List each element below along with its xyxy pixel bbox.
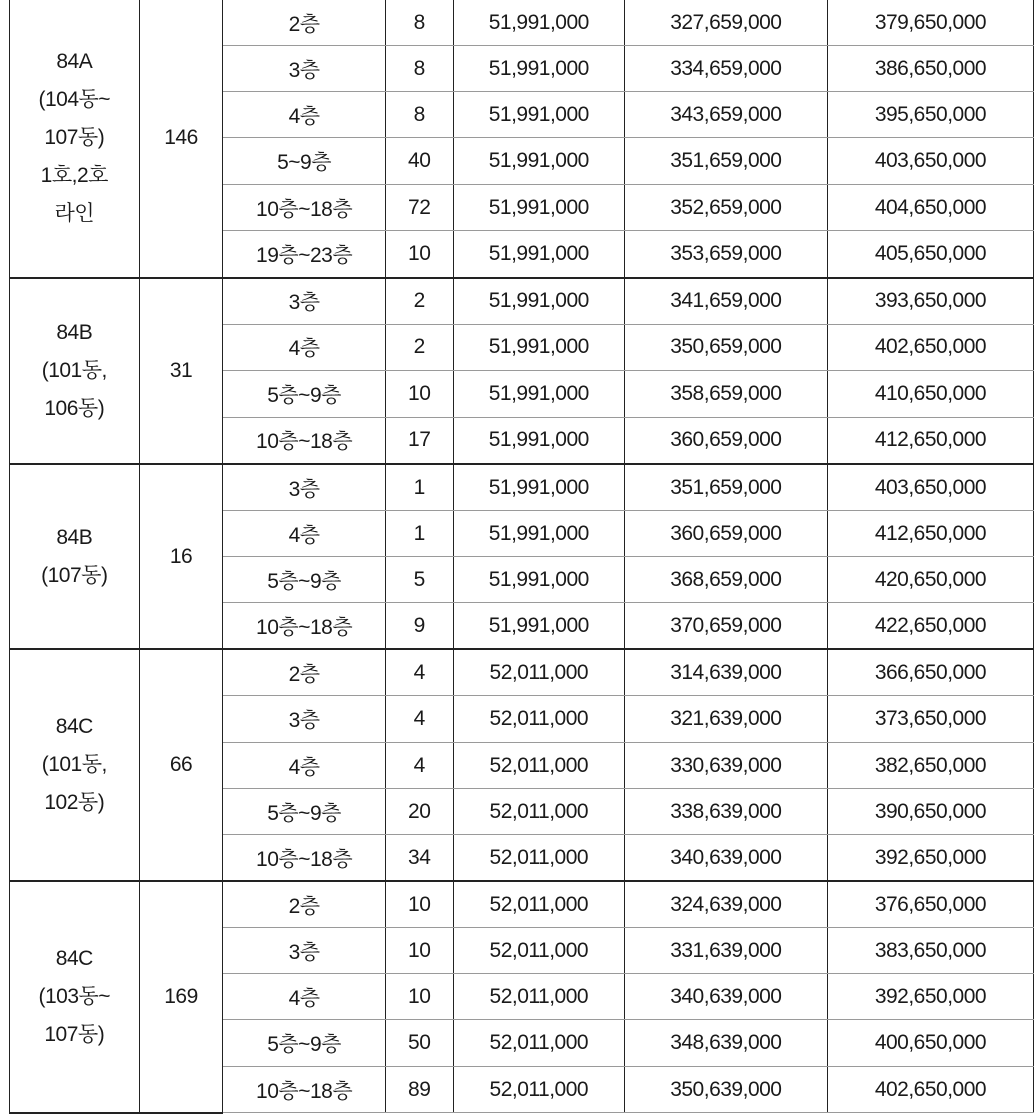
units-cell: 4 xyxy=(385,649,453,696)
total-price-cell: 379,650,000 xyxy=(827,0,1033,46)
units-cell: 2 xyxy=(385,278,453,325)
building-price-cell: 338,639,000 xyxy=(624,789,827,835)
unit-type-line: 84B xyxy=(56,320,93,344)
price-table-body xyxy=(10,0,1034,1113)
units-cell: 1 xyxy=(385,511,453,557)
land-price-cell: 51,991,000 xyxy=(453,417,624,464)
building-price-cell: 360,659,000 xyxy=(624,417,827,464)
floor-cell: 3층 xyxy=(223,928,385,974)
land-price-cell: 51,991,000 xyxy=(453,511,624,557)
units-cell: 8 xyxy=(385,46,453,92)
unit-type-line: (107동) xyxy=(41,563,108,587)
land-price-cell: 51,991,000 xyxy=(453,138,624,185)
building-price-cell: 327,659,000 xyxy=(624,0,827,46)
unit-type-cell xyxy=(10,649,140,881)
building-price-cell: 314,639,000 xyxy=(624,649,827,696)
building-price-cell: 358,659,000 xyxy=(624,370,827,417)
units-cell: 8 xyxy=(385,92,453,138)
unit-type-line: (101동, xyxy=(41,358,107,382)
units-cell: 10 xyxy=(385,370,453,417)
total-units-cell: 169 xyxy=(139,881,223,1113)
land-price-cell: 51,991,000 xyxy=(453,370,624,417)
building-price-cell: 343,659,000 xyxy=(624,92,827,138)
total-units-cell: 16 xyxy=(139,464,223,649)
floor-cell: 10층~18층 xyxy=(223,603,385,650)
unit-type-line: 84B xyxy=(56,525,93,549)
land-price-cell: 52,011,000 xyxy=(453,789,624,835)
total-price-cell: 402,650,000 xyxy=(827,1067,1033,1113)
total-units-cell: 146 xyxy=(139,0,223,278)
building-price-cell: 330,639,000 xyxy=(624,743,827,789)
floor-cell: 2층 xyxy=(223,0,385,46)
table-row xyxy=(10,278,1034,325)
total-price-cell: 410,650,000 xyxy=(827,370,1033,417)
unit-type-line: 107동) xyxy=(44,1022,105,1046)
building-price-cell: 350,639,000 xyxy=(624,1067,827,1113)
total-price-cell: 420,650,000 xyxy=(827,557,1033,603)
total-price-cell: 403,650,000 xyxy=(827,464,1033,511)
land-price-cell: 52,011,000 xyxy=(453,974,624,1020)
table-row xyxy=(10,464,1034,511)
unit-type-cell xyxy=(10,278,140,465)
unit-type-line: 106동) xyxy=(44,396,105,420)
units-cell: 4 xyxy=(385,743,453,789)
units-cell: 1 xyxy=(385,464,453,511)
building-price-cell: 352,659,000 xyxy=(624,185,827,231)
units-cell: 20 xyxy=(385,789,453,835)
total-price-cell: 366,650,000 xyxy=(827,649,1033,696)
total-units-cell: 31 xyxy=(139,278,223,465)
land-price-cell: 52,011,000 xyxy=(453,1020,624,1067)
land-price-cell: 51,991,000 xyxy=(453,603,624,650)
floor-cell: 19층~23층 xyxy=(223,231,385,278)
land-price-cell: 51,991,000 xyxy=(453,92,624,138)
total-price-cell: 395,650,000 xyxy=(827,92,1033,138)
building-price-cell: 351,659,000 xyxy=(624,464,827,511)
unit-type-line: (103동~ xyxy=(38,984,111,1008)
land-price-cell: 51,991,000 xyxy=(453,278,624,325)
unit-type-line: (104동~ xyxy=(38,88,111,112)
unit-type-line: 1호,2호 xyxy=(40,164,108,188)
units-cell: 10 xyxy=(385,231,453,278)
table-row xyxy=(10,0,1034,46)
land-price-cell: 52,011,000 xyxy=(453,928,624,974)
total-price-cell: 390,650,000 xyxy=(827,789,1033,835)
building-price-cell: 341,659,000 xyxy=(624,278,827,325)
unit-type-line: 라인 xyxy=(54,202,95,226)
units-cell: 17 xyxy=(385,417,453,464)
total-price-cell: 386,650,000 xyxy=(827,46,1033,92)
floor-cell: 5층~9층 xyxy=(223,557,385,603)
total-price-cell: 412,650,000 xyxy=(827,511,1033,557)
floor-cell: 10층~18층 xyxy=(223,835,385,882)
building-price-cell: 334,659,000 xyxy=(624,46,827,92)
total-price-cell: 393,650,000 xyxy=(827,278,1033,325)
units-cell: 10 xyxy=(385,881,453,928)
total-price-cell: 400,650,000 xyxy=(827,1020,1033,1067)
building-price-cell: 348,639,000 xyxy=(624,1020,827,1067)
total-price-cell: 402,650,000 xyxy=(827,324,1033,370)
floor-cell: 10층~18층 xyxy=(223,1067,385,1113)
land-price-cell: 52,011,000 xyxy=(453,696,624,743)
units-cell: 10 xyxy=(385,974,453,1020)
building-price-cell: 340,639,000 xyxy=(624,974,827,1020)
units-cell: 4 xyxy=(385,696,453,743)
total-price-cell: 382,650,000 xyxy=(827,743,1033,789)
total-price-cell: 412,650,000 xyxy=(827,417,1033,464)
total-price-cell: 403,650,000 xyxy=(827,138,1033,185)
land-price-cell: 52,011,000 xyxy=(453,743,624,789)
unit-type-line: 107동) xyxy=(44,126,105,150)
floor-cell: 4층 xyxy=(223,511,385,557)
land-price-cell: 52,011,000 xyxy=(453,835,624,882)
floor-cell: 5~9층 xyxy=(223,138,385,185)
floor-cell: 4층 xyxy=(223,92,385,138)
total-price-cell: 383,650,000 xyxy=(827,928,1033,974)
land-price-cell: 51,991,000 xyxy=(453,464,624,511)
land-price-cell: 51,991,000 xyxy=(453,557,624,603)
units-cell: 10 xyxy=(385,928,453,974)
building-price-cell: 368,659,000 xyxy=(624,557,827,603)
units-cell: 40 xyxy=(385,138,453,185)
building-price-cell: 360,659,000 xyxy=(624,511,827,557)
units-cell: 89 xyxy=(385,1067,453,1113)
unit-type-cell xyxy=(10,0,140,278)
floor-cell: 5층~9층 xyxy=(223,1020,385,1067)
units-cell: 9 xyxy=(385,603,453,650)
unit-type-line: 84A xyxy=(56,50,93,74)
floor-cell: 2층 xyxy=(223,881,385,928)
building-price-cell: 353,659,000 xyxy=(624,231,827,278)
unit-type-line: 84C xyxy=(55,946,93,970)
total-price-cell: 376,650,000 xyxy=(827,881,1033,928)
building-price-cell: 370,659,000 xyxy=(624,603,827,650)
units-cell: 34 xyxy=(385,835,453,882)
unit-type-line: (101동, xyxy=(41,753,107,776)
units-cell: 2 xyxy=(385,324,453,370)
unit-type-cell xyxy=(10,881,140,1113)
land-price-cell: 52,011,000 xyxy=(453,1067,624,1113)
floor-cell: 4층 xyxy=(223,324,385,370)
floor-cell: 5층~9층 xyxy=(223,370,385,417)
units-cell: 5 xyxy=(385,557,453,603)
land-price-cell: 51,991,000 xyxy=(453,46,624,92)
total-price-cell: 422,650,000 xyxy=(827,603,1033,650)
table-row xyxy=(10,649,1034,696)
total-price-cell: 404,650,000 xyxy=(827,185,1033,231)
total-price-cell: 405,650,000 xyxy=(827,231,1033,278)
building-price-cell: 321,639,000 xyxy=(624,696,827,743)
floor-cell: 3층 xyxy=(223,696,385,743)
units-cell: 8 xyxy=(385,0,453,46)
land-price-cell: 51,991,000 xyxy=(453,0,624,46)
floor-cell: 4층 xyxy=(223,743,385,789)
units-cell: 72 xyxy=(385,185,453,231)
floor-cell: 2층 xyxy=(223,649,385,696)
floor-cell: 10층~18층 xyxy=(223,417,385,464)
floor-cell: 3층 xyxy=(223,278,385,325)
land-price-cell: 51,991,000 xyxy=(453,185,624,231)
floor-cell: 3층 xyxy=(223,46,385,92)
units-cell: 50 xyxy=(385,1020,453,1067)
table-row xyxy=(10,881,1034,928)
land-price-cell: 52,011,000 xyxy=(453,649,624,696)
building-price-cell: 324,639,000 xyxy=(624,881,827,928)
total-price-cell: 392,650,000 xyxy=(827,974,1033,1020)
total-price-cell: 392,650,000 xyxy=(827,835,1033,882)
unit-type-cell xyxy=(10,464,140,649)
floor-cell: 10층~18층 xyxy=(223,185,385,231)
unit-type-line: 84C xyxy=(55,715,93,738)
building-price-cell: 331,639,000 xyxy=(624,928,827,974)
building-price-cell: 340,639,000 xyxy=(624,835,827,882)
floor-cell: 5층~9층 xyxy=(223,789,385,835)
building-price-cell: 350,659,000 xyxy=(624,324,827,370)
land-price-cell: 52,011,000 xyxy=(453,881,624,928)
building-price-cell: 351,659,000 xyxy=(624,138,827,185)
total-units-cell: 66 xyxy=(139,649,223,881)
land-price-cell: 51,991,000 xyxy=(453,231,624,278)
price-table xyxy=(9,0,1034,1114)
floor-cell: 4층 xyxy=(223,974,385,1020)
floor-cell: 3층 xyxy=(223,464,385,511)
land-price-cell: 51,991,000 xyxy=(453,324,624,370)
total-price-cell: 373,650,000 xyxy=(827,696,1033,743)
unit-type-line: 102동) xyxy=(44,791,105,814)
